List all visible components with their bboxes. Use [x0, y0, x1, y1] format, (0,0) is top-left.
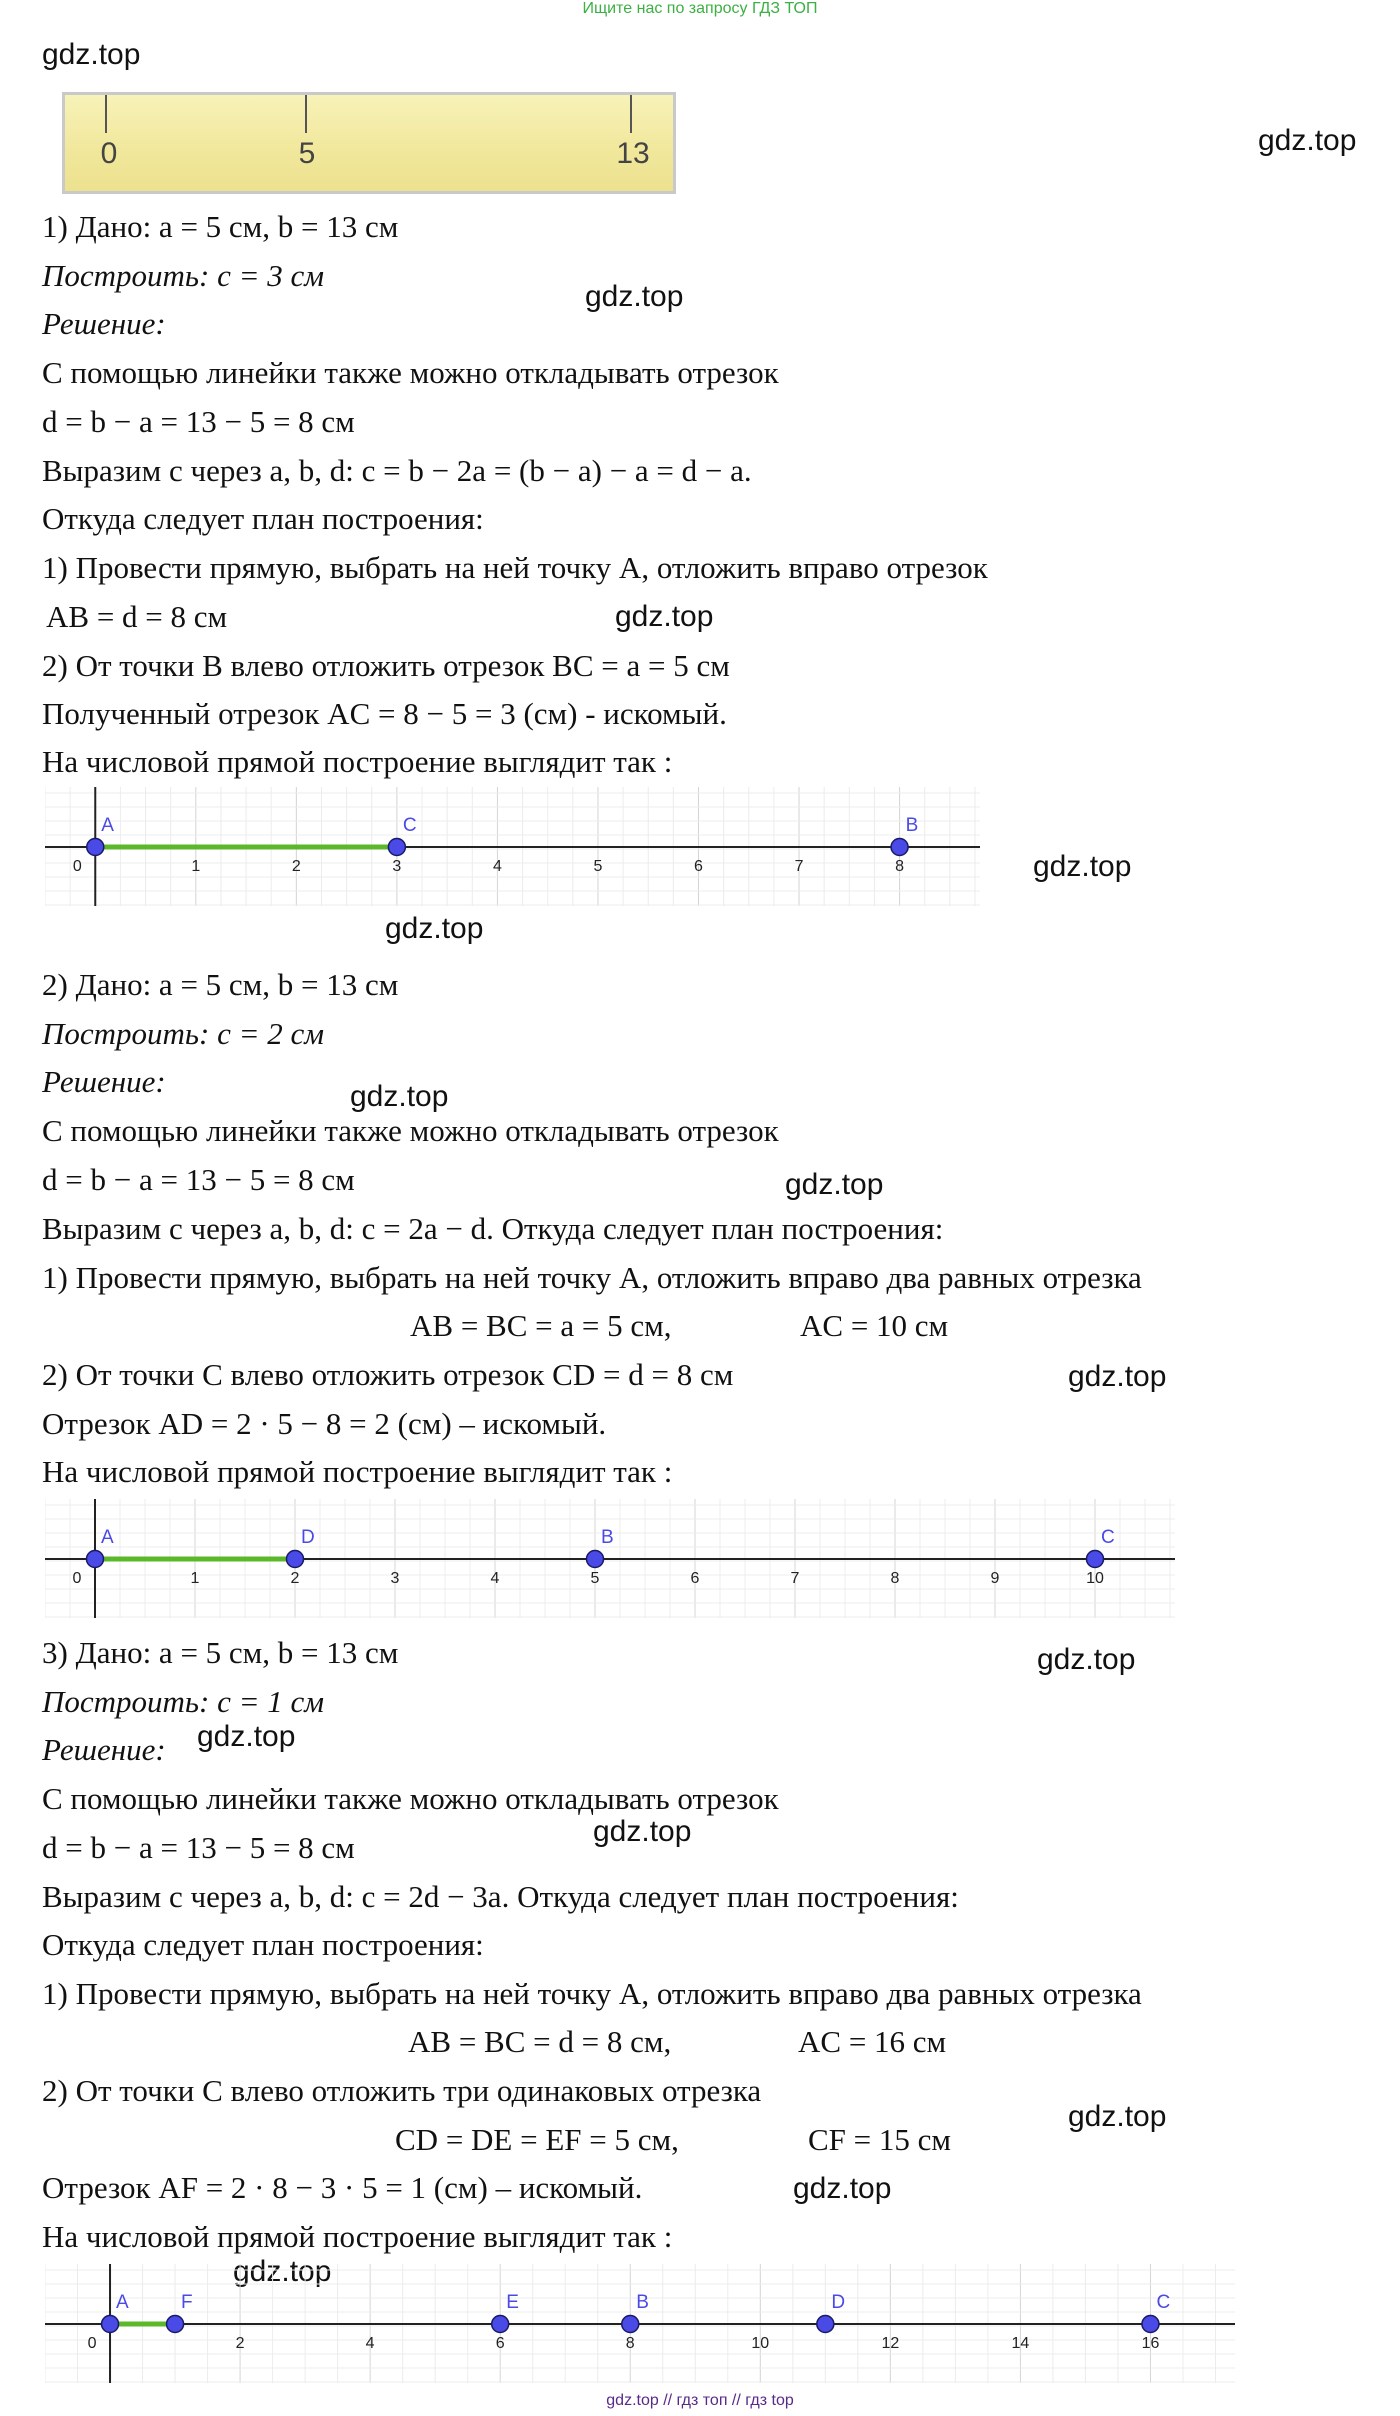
tick-label: 8: [890, 1570, 900, 1587]
part1-text: d = b − a = 13 − 5 = 8 см: [42, 404, 355, 439]
point-d: [817, 2316, 834, 2333]
part2-build: Построить: c = 2 см: [42, 1016, 325, 1051]
point-a: [102, 2316, 119, 2333]
number-line-3: [45, 2262, 1235, 2387]
point-label-f: F: [181, 2292, 193, 2313]
part3-text: Откуда следует план построения:: [42, 1927, 484, 1962]
watermark: gdz.top: [793, 2172, 892, 2205]
tick-label: 1: [190, 1570, 200, 1587]
point-e: [492, 2316, 509, 2333]
watermark: gdz.top: [1037, 1643, 1136, 1676]
part3-text: 1) Провести прямую, выбрать на ней точку A, отложить вправо два равных отрезка: [42, 1976, 1142, 2011]
tick-label: 8: [895, 858, 905, 875]
ruler-tick: [630, 95, 632, 133]
tick-label: 0: [87, 2335, 97, 2352]
part3-text: d = b − a = 13 − 5 = 8 см: [42, 1830, 355, 1865]
watermark: gdz.top: [1068, 1360, 1167, 1393]
point-label-e: E: [506, 2292, 519, 2313]
part2-given: 2) Дано: a = 5 см, b = 13 см: [42, 967, 399, 1002]
part1-text: На числовой прямой построение выглядит так :: [42, 744, 673, 779]
tick-label: 5: [590, 1570, 600, 1587]
part2-formula: AC = 10 см: [800, 1308, 949, 1343]
watermark: gdz.top: [593, 1815, 692, 1848]
tick-label: 10: [751, 2335, 770, 2352]
tick-label: 0: [72, 1570, 82, 1587]
watermark: gdz.top: [1033, 850, 1132, 883]
part1-build: Построить: c = 3 см: [42, 258, 325, 293]
point-c: [388, 839, 405, 856]
point-label-b: B: [601, 1527, 614, 1548]
point-a: [87, 839, 104, 856]
part3-text: На числовой прямой построение выглядит так :: [42, 2219, 673, 2254]
watermark: gdz.top: [785, 1168, 884, 1201]
part2-solution: Решение:: [42, 1064, 166, 1099]
part1-text: AB = d = 8 см: [46, 599, 228, 634]
watermark: gdz.top: [42, 38, 141, 71]
tick-label: 6: [694, 858, 703, 875]
point-b: [622, 2316, 639, 2333]
tick-label: 14: [1011, 2335, 1030, 2352]
part2-text: На числовой прямой построение выглядит так :: [42, 1454, 673, 1489]
part1-text: 1) Провести прямую, выбрать на ней точку A, отложить вправо отрезок: [42, 550, 988, 585]
point-b: [891, 839, 908, 856]
tick-label: 6: [495, 2335, 505, 2352]
ruler-tick: [105, 95, 107, 133]
watermark: gdz.top: [385, 912, 484, 945]
point-label-a: A: [101, 815, 114, 836]
part3-text: Выразим c через a, b, d: c = 2d − 3a. Откуда следует план построения:: [42, 1879, 959, 1914]
tick-label: 3: [390, 1570, 400, 1587]
tick-label: 4: [490, 1570, 500, 1587]
tick-label: 9: [990, 1570, 1000, 1587]
part3-text: Отрезок AF = 2 · 8 − 3 · 5 = 1 (см) – искомый.: [42, 2170, 643, 2205]
watermark: gdz.top: [1258, 124, 1357, 157]
tick-label: 2: [290, 1570, 300, 1587]
tick-label: 4: [365, 2335, 375, 2352]
point-label-c: C: [1101, 1527, 1115, 1548]
ruler-label: 5: [298, 137, 316, 170]
watermark: gdz.top: [233, 2255, 332, 2288]
part3-text: С помощью линейки также можно откладывать отрезок: [42, 1781, 779, 1816]
point-c: [1142, 2316, 1159, 2333]
part1-text: Откуда следует план построения:: [42, 501, 484, 536]
ruler-label: 0: [100, 137, 118, 170]
point-a: [87, 1551, 104, 1568]
point-label-d: D: [831, 2292, 846, 2313]
point-label-b: B: [905, 815, 919, 836]
tick-label: 12: [881, 2335, 900, 2352]
part2-formula: AB = BC = a = 5 см,: [410, 1308, 672, 1343]
point-label-c: C: [402, 815, 417, 836]
point-b: [587, 1551, 604, 1568]
part2-text: С помощью линейки также можно откладывать отрезок: [42, 1113, 779, 1148]
ruler-tick: [305, 95, 307, 133]
point-label-a: A: [116, 2292, 129, 2313]
part2-text: d = b − a = 13 − 5 = 8 см: [42, 1162, 355, 1197]
part3-formula: CD = DE = EF = 5 см,: [395, 2122, 679, 2157]
point-label-c: C: [1156, 2292, 1171, 2313]
part2-text: Отрезок AD = 2 · 5 − 8 = 2 (см) – искомый.: [42, 1406, 607, 1441]
tick-label: 6: [690, 1570, 700, 1587]
footer: gdz.top // гдз топ // гдз top: [606, 2392, 794, 2409]
part3-formula: CF = 15 см: [808, 2122, 952, 2157]
watermark: gdz.top: [197, 1720, 296, 1753]
watermark: gdz.top: [350, 1080, 449, 1113]
point-label-a: A: [101, 1527, 114, 1548]
tick-label: 10: [1086, 1570, 1104, 1587]
top-banner: Ищите нас по запросу ГДЗ ТОП: [582, 0, 818, 17]
part1-text: Полученный отрезок AC = 8 − 5 = 3 (см) - искомый.: [42, 696, 727, 731]
part3-formula: AB = BC = d = 8 см,: [408, 2024, 672, 2059]
point-label-b: B: [636, 2292, 649, 2313]
point-f: [167, 2316, 184, 2333]
point-c: [1087, 1551, 1104, 1568]
tick-label: 4: [492, 858, 502, 875]
part3-text: 2) От точки C влево отложить три одинаковых отрезка: [42, 2073, 762, 2108]
part1-given: 1) Дано: a = 5 см, b = 13 см: [42, 209, 399, 244]
ruler-image: [62, 92, 676, 194]
part2-text: Выразим c через a, b, d: c = 2a − d. Откуда следует план построения:: [42, 1211, 944, 1246]
watermark: gdz.top: [615, 600, 714, 633]
tick-label: 5: [593, 858, 603, 875]
tick-label: 16: [1141, 2335, 1160, 2352]
part1-text: 2) От точки B влево отложить отрезок BC = a = 5 см: [42, 648, 730, 683]
watermark: gdz.top: [1068, 2100, 1167, 2133]
tick-label: 3: [392, 858, 402, 875]
point-label-d: D: [301, 1527, 315, 1548]
part1-solution: Решение:: [42, 306, 166, 341]
part3-solution: Решение:: [42, 1732, 166, 1767]
number-line-1: [45, 785, 980, 910]
part1-text: С помощью линейки также можно откладывать отрезок: [42, 355, 779, 390]
tick-label: 2: [291, 858, 301, 875]
part3-given: 3) Дано: a = 5 см, b = 13 см: [42, 1635, 399, 1670]
watermark: gdz.top: [585, 280, 684, 313]
point-d: [287, 1551, 304, 1568]
tick-label: 1: [191, 858, 201, 875]
tick-label: 8: [625, 2335, 635, 2352]
part2-text: 2) От точки C влево отложить отрезок CD = d = 8 см: [42, 1357, 734, 1392]
tick-label: 0: [72, 858, 82, 875]
tick-label: 2: [235, 2335, 245, 2352]
tick-label: 7: [790, 1570, 800, 1587]
ruler-label: 13: [616, 137, 650, 170]
tick-label: 7: [794, 858, 804, 875]
part2-text: 1) Провести прямую, выбрать на ней точку A, отложить вправо два равных отрезка: [42, 1260, 1142, 1295]
part1-text: Выразим c через a, b, d: c = b − 2a = (b − a) − a = d − a.: [42, 453, 752, 488]
number-line-2: [45, 1497, 1175, 1622]
part3-formula: AC = 16 см: [798, 2024, 947, 2059]
part3-build: Построить: c = 1 см: [42, 1684, 325, 1719]
